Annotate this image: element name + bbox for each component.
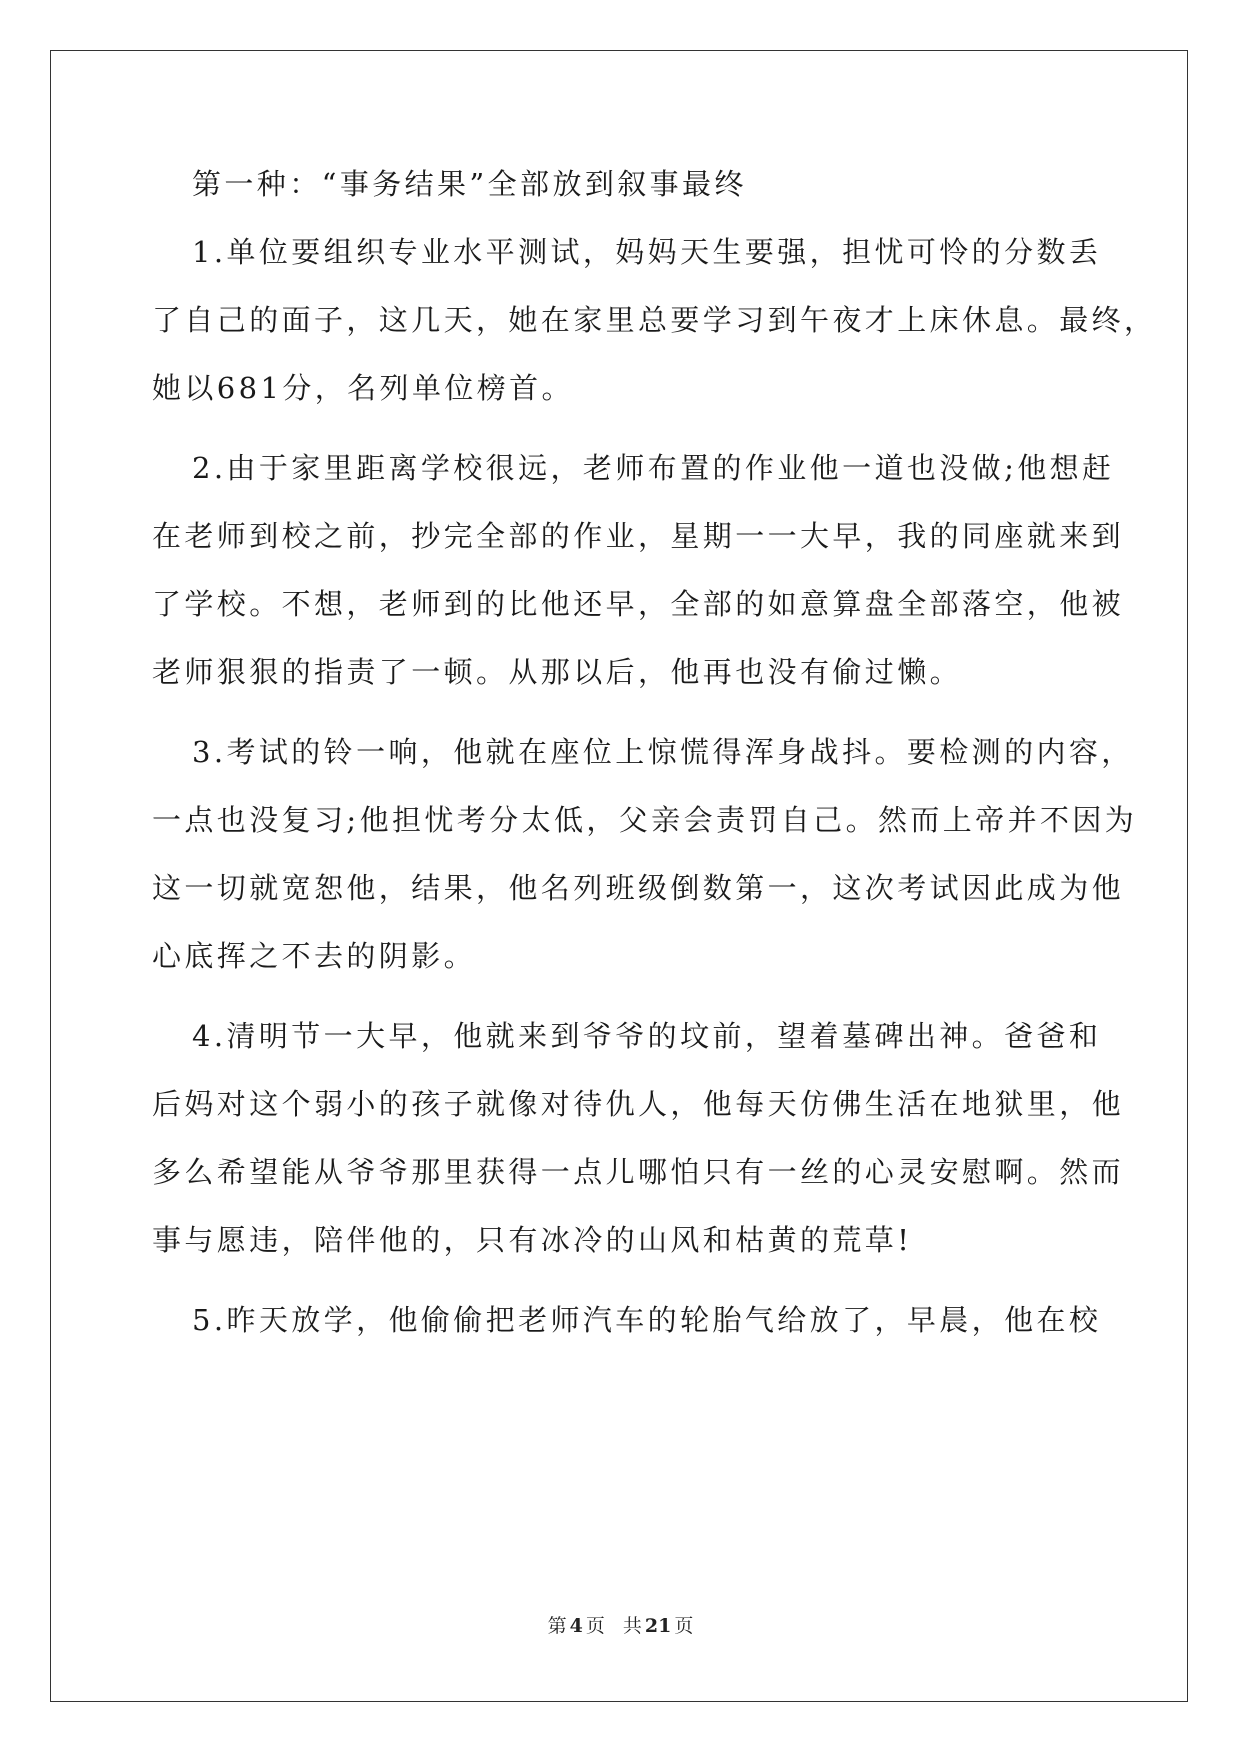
paragraph-line: 3.考试的铃一响，他就在座位上惊慌得浑身战抖。要检测的内容， bbox=[192, 735, 1134, 769]
page-prefix: 第 bbox=[547, 1615, 567, 1637]
total-prefix: 共 bbox=[622, 1615, 642, 1637]
paragraph-line: 1.单位要组织专业水平测试，妈妈天生要强，担忧可怜的分数丢 bbox=[192, 235, 1102, 269]
paragraph-line: 心底挥之不去的阴影。 bbox=[152, 939, 477, 973]
total-pages-number: 21 bbox=[644, 1615, 672, 1637]
paragraph-line: 这一切就宽恕他，结果，他名列班级倒数第一，这次考试因此成为他 bbox=[152, 871, 1125, 905]
paragraph-line: 多么希望能从爷爷那里获得一点儿哪怕只有一丝的心灵安慰啊。然而 bbox=[152, 1155, 1125, 1189]
paragraph-line: 了自己的面子，这几天，她在家里总要学习到午夜才上床休息。最终， bbox=[152, 303, 1157, 337]
paragraph-line: 了学校。不想，老师到的比他还早，全部的如意算盘全部落空，他被 bbox=[152, 587, 1125, 621]
paragraph-line: 4.清明节一大早，他就来到爷爷的坟前，望着墓碑出神。爸爸和 bbox=[192, 1019, 1102, 1053]
paragraph-line: 事与愿违，陪伴他的，只有冰冷的山风和枯黄的荒草! bbox=[152, 1223, 913, 1257]
paragraph-line: 后妈对这个弱小的孩子就像对待仇人，他每天仿佛生活在地狱里，他 bbox=[152, 1087, 1125, 1121]
page-footer bbox=[0, 1614, 1241, 1638]
heading-line: 第一种：“事务结果”全部放到叙事最终 bbox=[192, 167, 747, 201]
total-suffix: 页 bbox=[674, 1615, 694, 1637]
paragraph-line: 5.昨天放学，他偷偷把老师汽车的轮胎气给放了，早晨，他在校 bbox=[192, 1303, 1102, 1337]
current-page-number: 4 bbox=[569, 1615, 583, 1637]
paragraph-line: 一点也没复习;他担忧考分太低，父亲会责罚自己。然而上帝并不因为 bbox=[152, 803, 1138, 837]
paragraph-line: 她以681分，名列单位榜首。 bbox=[152, 371, 574, 405]
paragraph-line: 在老师到校之前，抄完全部的作业，星期一一大早，我的同座就来到 bbox=[152, 519, 1125, 553]
paragraph-line: 老师狠狠的指责了一顿。从那以后，他再也没有偷过懒。 bbox=[152, 655, 963, 689]
paragraph-line: 2.由于家里距离学校很远，老师布置的作业他一道也没做;他想赶 bbox=[192, 451, 1115, 485]
page-suffix: 页 bbox=[585, 1615, 605, 1637]
